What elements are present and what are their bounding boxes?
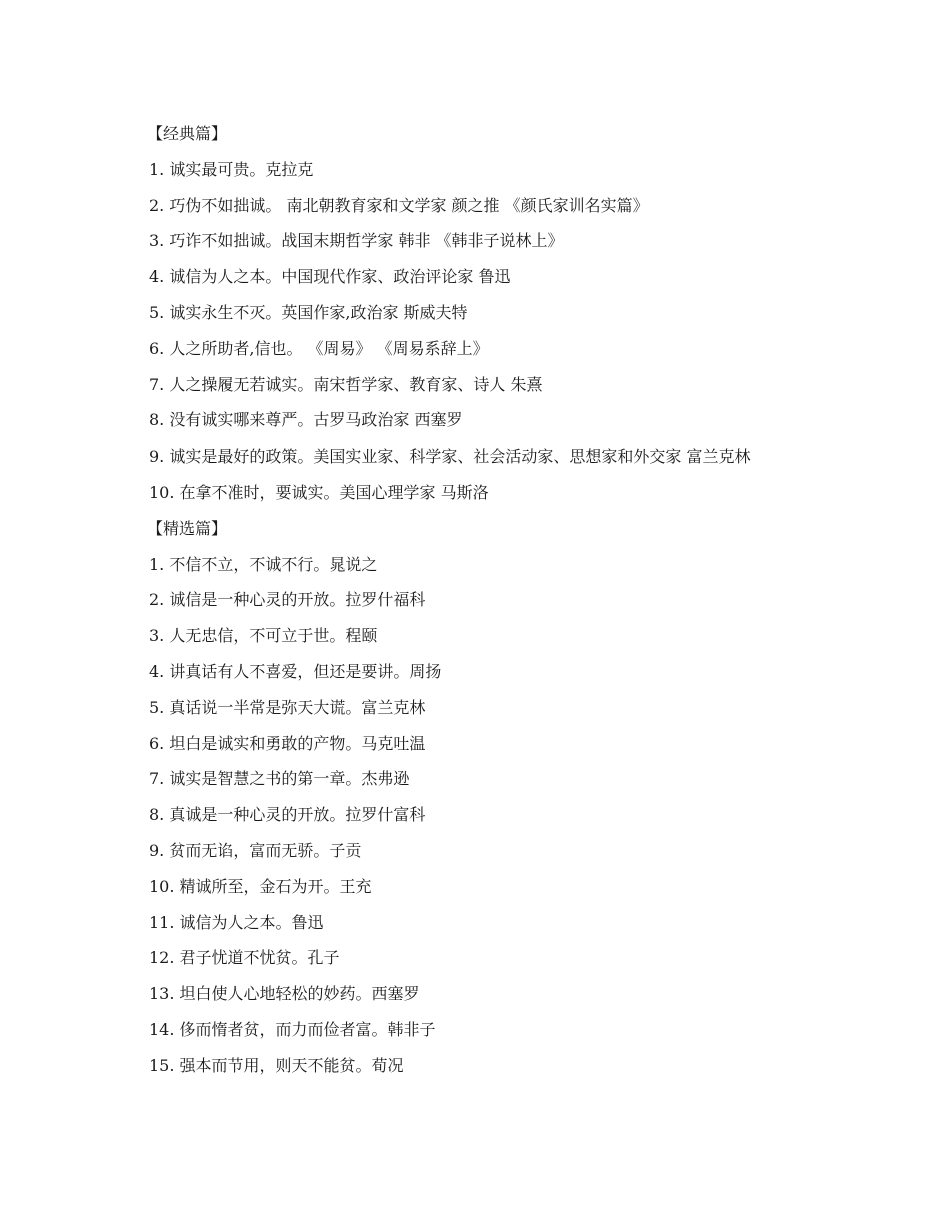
section-heading-classic: 【经典篇】	[147, 124, 228, 143]
quote-item: 8. 真诚是一种心灵的开放。拉罗什富科	[149, 805, 426, 825]
quote-item: 9. 诚实是最好的政策。美国实业家、科学家、社会活动家、思想家和外交家 富兰克林	[149, 447, 751, 467]
quote-item: 4. 讲真话有人不喜爱，但还是要讲。周扬	[149, 661, 442, 681]
quote-item: 5. 诚实永生不灭。英国作家,政治家 斯威夫特	[149, 302, 468, 322]
quote-item: 10. 在拿不准时，要诚实。美国心理学家 马斯洛	[149, 482, 489, 502]
quote-item: 11. 诚信为人之本。鲁迅	[149, 912, 324, 932]
quote-item: 1. 不信不立，不诚不行。晁说之	[149, 554, 378, 574]
quote-item: 3. 巧诈不如拙诚。战国末期哲学家 韩非 《韩非子说林上》	[149, 231, 564, 251]
quote-item: 13. 坦白使人心地轻松的妙药。西塞罗	[149, 984, 420, 1004]
quote-item: 12. 君子忧道不忧贫。孔子	[149, 948, 340, 968]
quote-item: 2. 诚信是一种心灵的开放。拉罗什福科	[149, 590, 426, 610]
quote-item: 7. 诚实是智慧之书的第一章。杰弗逊	[149, 769, 410, 789]
quote-item: 2. 巧伪不如拙诚。 南北朝教育家和文学家 颜之推 《颜氏家训名实篇》	[149, 195, 649, 215]
quote-item: 1. 诚实最可贵。克拉克	[149, 159, 314, 179]
quote-item: 7. 人之操履无若诚实。南宋哲学家、教育家、诗人 朱熹	[149, 374, 543, 394]
quote-item: 10. 精诚所至，金石为开。王充	[149, 876, 372, 896]
quote-item: 3. 人无忠信，不可立于世。程颐	[149, 626, 378, 646]
quote-item: 14. 侈而惰者贫，而力而俭者富。韩非子	[149, 1019, 436, 1039]
quote-item: 6. 坦白是诚实和勇敢的产物。马克吐温	[149, 733, 426, 753]
quote-item: 15. 强本而节用，则天不能贫。荀况	[149, 1055, 404, 1075]
quote-item: 6. 人之所助者,信也。 《周易》 《周易系辞上》	[149, 338, 489, 358]
quote-item: 9. 贫而无谄，富而无骄。子贡	[149, 840, 362, 860]
document-body	[113, 124, 833, 1092]
quote-item: 5. 真话说一半常是弥天大谎。富兰克林	[149, 697, 426, 717]
section-heading-selected: 【精选篇】	[147, 518, 228, 538]
quote-item: 4. 诚信为人之本。中国现代作家、政治评论家 鲁迅	[149, 267, 511, 287]
quote-item: 8. 没有诚实哪来尊严。古罗马政治家 西塞罗	[149, 410, 463, 430]
